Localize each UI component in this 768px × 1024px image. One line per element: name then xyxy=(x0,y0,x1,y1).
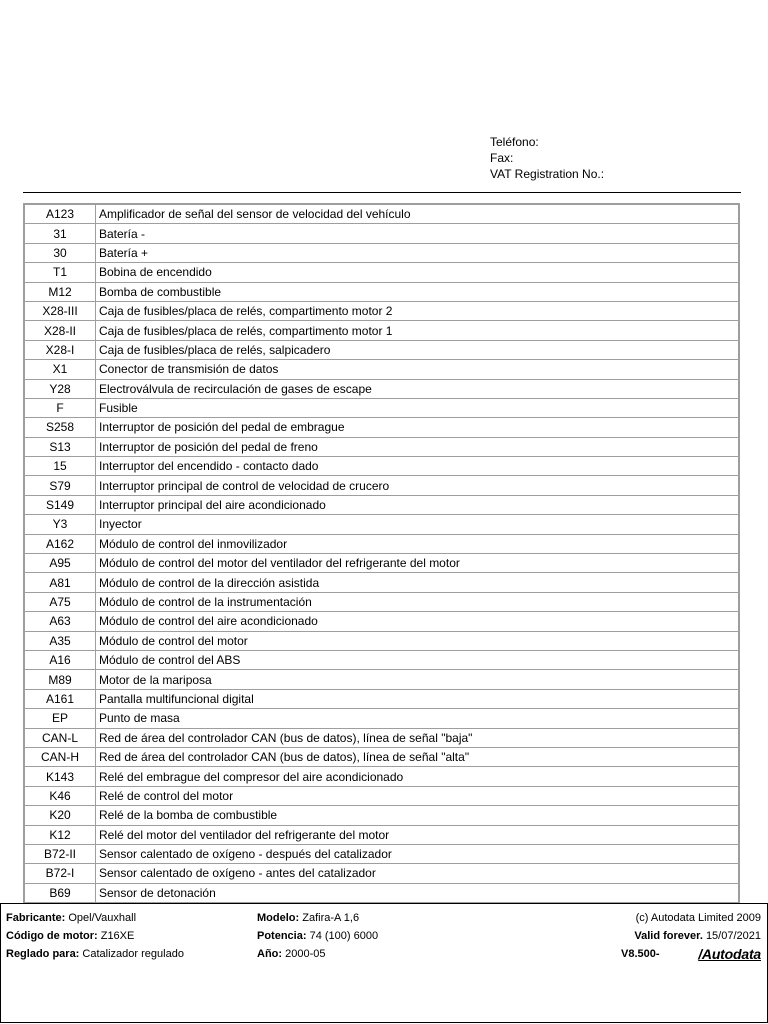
component-code: A81 xyxy=(24,573,96,592)
component-description: Relé de la bomba de combustible xyxy=(96,806,740,825)
component-code: M89 xyxy=(24,670,96,689)
table-row xyxy=(24,864,739,883)
component-code: K143 xyxy=(24,767,96,786)
component-code: S13 xyxy=(24,437,96,456)
component-description: Interruptor principal del aire acondicionado xyxy=(96,495,740,514)
component-description: Punto de masa xyxy=(96,709,740,728)
contact-block xyxy=(490,134,604,182)
component-code: X1 xyxy=(24,360,96,379)
component-description: Sensor de detonación xyxy=(96,883,740,903)
footer-panel xyxy=(0,903,768,1023)
component-table-wrap xyxy=(23,203,740,904)
component-description: Módulo de control del ABS xyxy=(96,650,740,669)
table-row xyxy=(24,573,739,592)
component-code: B69 xyxy=(24,883,96,903)
table-row xyxy=(24,301,739,320)
component-code: T1 xyxy=(24,263,96,282)
component-description: Conector de transmisión de datos xyxy=(96,360,740,379)
table-row xyxy=(24,825,739,844)
component-description: Interruptor principal de control de velocidad de crucero xyxy=(96,476,740,495)
table-row xyxy=(24,747,739,766)
table-row xyxy=(24,767,739,786)
component-code: 30 xyxy=(24,243,96,262)
component-description: Módulo de control del inmovilizador xyxy=(96,534,740,553)
table-row xyxy=(24,263,739,282)
table-row xyxy=(24,786,739,805)
table-row xyxy=(24,650,739,669)
version-text xyxy=(621,947,660,961)
component-description: Sensor calentado de oxígeno - antes del catalizador xyxy=(96,864,740,883)
version-label: V8.500- xyxy=(621,948,660,960)
manufacturer-value: Opel/Vauxhall xyxy=(68,912,137,924)
table-row xyxy=(24,515,739,534)
table-row xyxy=(24,224,739,243)
table-row xyxy=(24,709,739,728)
regulated-value: Catalizador regulado xyxy=(82,948,184,960)
component-code: EP xyxy=(24,709,96,728)
table-row xyxy=(24,457,739,476)
component-code: Y3 xyxy=(24,515,96,534)
model-row xyxy=(257,911,359,925)
fax-label: Fax: xyxy=(490,151,514,165)
phone-label: Teléfono: xyxy=(490,135,539,149)
component-code: S258 xyxy=(24,418,96,437)
component-description: Módulo de control de la dirección asistida xyxy=(96,573,740,592)
component-description: Módulo de control del motor del ventilador del refrigerante del motor xyxy=(96,554,740,573)
table-row xyxy=(24,476,739,495)
component-code: S149 xyxy=(24,495,96,514)
component-description: Electroválvula de recirculación de gases de escape xyxy=(96,379,740,398)
regulated-label: Reglado para: xyxy=(6,948,80,960)
component-description: Batería + xyxy=(96,243,740,262)
power-label: Potencia: xyxy=(257,930,307,942)
year-row xyxy=(257,947,325,961)
component-code: A75 xyxy=(24,592,96,611)
component-description: Sensor calentado de oxígeno - después del catalizador xyxy=(96,844,740,863)
engine-code-row xyxy=(6,929,134,943)
table-row xyxy=(24,282,739,301)
component-description: Relé del motor del ventilador del refrigerante del motor xyxy=(96,825,740,844)
table-row xyxy=(24,728,739,747)
component-code: X28-I xyxy=(24,340,96,359)
component-code: Y28 xyxy=(24,379,96,398)
manufacturer-label: Fabricante: xyxy=(6,912,66,924)
component-table xyxy=(23,203,740,904)
table-row xyxy=(24,243,739,262)
table-row xyxy=(24,612,739,631)
valid-date: 15/07/2021 xyxy=(705,930,761,942)
component-description: Bomba de combustible xyxy=(96,282,740,301)
table-row xyxy=(24,670,739,689)
component-code: A95 xyxy=(24,554,96,573)
component-description: Caja de fusibles/placa de relés, compartimento motor 2 xyxy=(96,301,740,320)
engine-code-value: Z16XE xyxy=(100,930,135,942)
component-code: K20 xyxy=(24,806,96,825)
validity-row xyxy=(634,929,761,943)
component-code: X28-II xyxy=(24,321,96,340)
table-row xyxy=(24,418,739,437)
table-row xyxy=(24,495,739,514)
copyright-text: (c) Autodata Limited 2009 xyxy=(635,912,761,924)
component-code: K12 xyxy=(24,825,96,844)
component-code: A161 xyxy=(24,689,96,708)
valid-label: Valid forever. xyxy=(634,930,703,942)
component-code: B72-II xyxy=(24,844,96,863)
table-row xyxy=(24,689,739,708)
model-label: Modelo: xyxy=(257,912,300,924)
component-description: Caja de fusibles/placa de relés, compartimento motor 1 xyxy=(96,321,740,340)
table-row xyxy=(24,592,739,611)
component-description: Caja de fusibles/placa de relés, salpicadero xyxy=(96,340,740,359)
component-code: F xyxy=(24,398,96,417)
component-description: Red de área del controlador CAN (bus de datos), línea de señal "baja" xyxy=(96,728,740,747)
table-row xyxy=(24,883,739,903)
component-code: CAN-H xyxy=(24,747,96,766)
year-label: Año: xyxy=(257,948,283,960)
component-code: CAN-L xyxy=(24,728,96,747)
component-description: Módulo de control del aire acondicionado xyxy=(96,612,740,631)
component-description: Bobina de encendido xyxy=(96,263,740,282)
component-code: B72-I xyxy=(24,864,96,883)
model-value: Zafira-A 1,6 xyxy=(302,912,360,924)
component-description: Interruptor del encendido - contacto dado xyxy=(96,457,740,476)
component-description: Pantalla multifuncional digital xyxy=(96,689,740,708)
table-row xyxy=(24,321,739,340)
component-description: Interruptor de posición del pedal de freno xyxy=(96,437,740,456)
component-description: Fusible xyxy=(96,398,740,417)
table-row xyxy=(24,398,739,417)
component-description: Amplificador de señal del sensor de velocidad del vehículo xyxy=(96,204,740,224)
component-code: A63 xyxy=(24,612,96,631)
component-code: 15 xyxy=(24,457,96,476)
vat-label: VAT Registration No.: xyxy=(490,167,605,181)
table-row xyxy=(24,554,739,573)
table-row xyxy=(24,844,739,863)
component-code: A35 xyxy=(24,631,96,650)
component-description: Relé del embrague del compresor del aire acondicionado xyxy=(96,767,740,786)
header-divider xyxy=(23,192,741,193)
component-code: X28-III xyxy=(24,301,96,320)
component-description: Red de área del controlador CAN (bus de datos), línea de señal "alta" xyxy=(96,747,740,766)
component-description: Relé de control del motor xyxy=(96,786,740,805)
component-description: Módulo de control del motor xyxy=(96,631,740,650)
component-description: Módulo de control de la instrumentación xyxy=(96,592,740,611)
component-description: Motor de la mariposa xyxy=(96,670,740,689)
component-code: A16 xyxy=(24,650,96,669)
component-description: Inyector xyxy=(96,515,740,534)
table-row xyxy=(24,631,739,650)
component-description: Batería - xyxy=(96,224,740,243)
table-row xyxy=(24,534,739,553)
year-value: 2000-05 xyxy=(285,948,326,960)
table-row xyxy=(24,806,739,825)
table-row xyxy=(24,204,739,224)
autodata-logo: /Autodata xyxy=(698,946,761,962)
table-row xyxy=(24,437,739,456)
power-row xyxy=(257,929,378,943)
regulated-row xyxy=(6,947,184,961)
component-code: M12 xyxy=(24,282,96,301)
component-code: 31 xyxy=(24,224,96,243)
component-rows xyxy=(24,204,739,903)
component-code: A123 xyxy=(24,204,96,224)
power-value: 74 (100) 6000 xyxy=(309,930,379,942)
component-code: A162 xyxy=(24,534,96,553)
table-row xyxy=(24,360,739,379)
manufacturer-row xyxy=(6,911,136,925)
table-row xyxy=(24,379,739,398)
component-description: Interruptor de posición del pedal de embrague xyxy=(96,418,740,437)
table-row xyxy=(24,340,739,359)
component-code: S79 xyxy=(24,476,96,495)
engine-code-label: Código de motor: xyxy=(6,930,98,942)
component-code: K46 xyxy=(24,786,96,805)
